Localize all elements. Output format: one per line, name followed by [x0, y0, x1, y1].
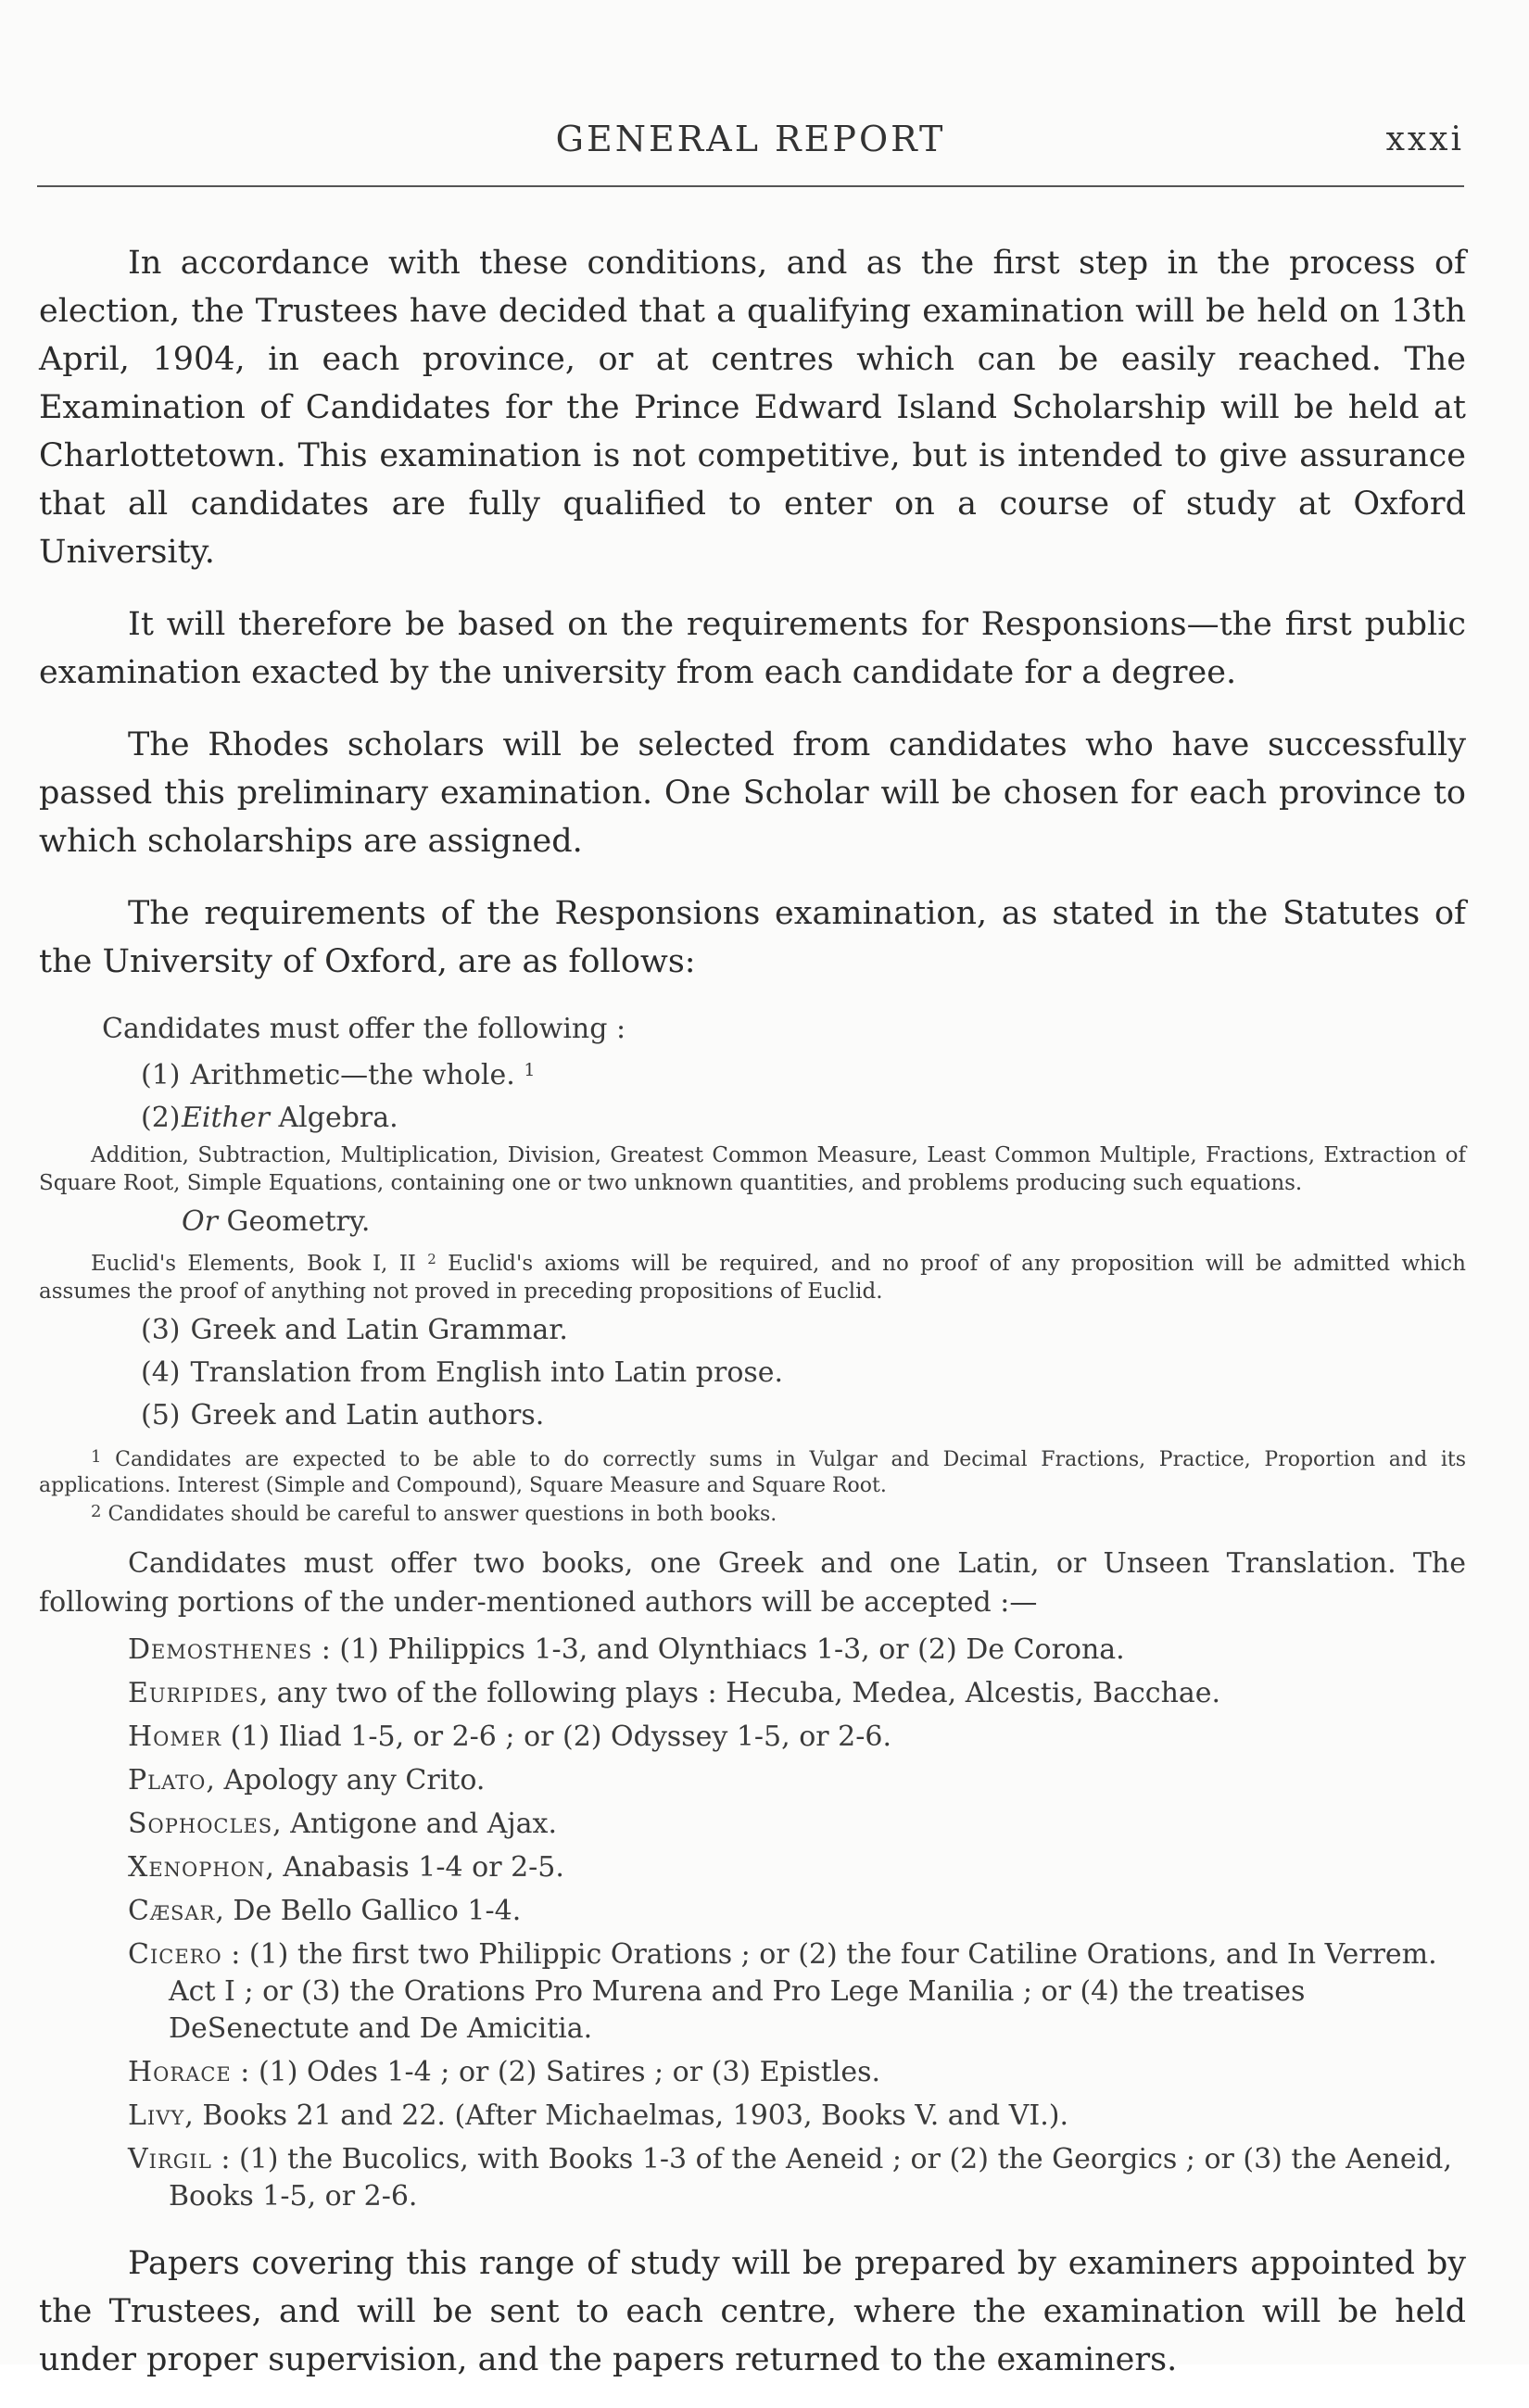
- requirement-number: (5): [141, 1399, 181, 1431]
- requirement-number: (1): [141, 1059, 181, 1091]
- requirement-item: [141, 1099, 1466, 1138]
- algebra-note: Addition, Subtraction, Multiplication, Division, Greatest Common Measure, Least Common Multiple, Fractions, Extraction of Square Root, Simple Equations, containing one or two unknown quantities, and problems producing such equations.: [39, 1143, 1466, 1195]
- requirement-number: (2): [141, 1102, 181, 1134]
- author-name: Livy: [128, 2099, 185, 2132]
- requirement-number: (3): [141, 1314, 181, 1346]
- geometry-note: [39, 1245, 1466, 1305]
- requirement-item: [141, 1354, 1466, 1393]
- author-works: : (1) Philippics 1-3, and Olynthiacs 1-3, or (2) De Corona.: [312, 1633, 1125, 1666]
- requirements-block: [39, 1010, 1466, 1435]
- author-name: Homer: [128, 1721, 222, 1753]
- page-body: [39, 239, 1466, 2408]
- author-name: Horace: [128, 2056, 232, 2088]
- footnote-mark: 1: [91, 1447, 102, 1467]
- author-works: (1) Iliad 1-5, or 2-6 ; or (2) Odyssey 1-5, or 2-6.: [221, 1721, 891, 1753]
- running-head: GENERAL REPORT: [555, 119, 946, 159]
- requirement-text: Algebra.: [269, 1102, 398, 1134]
- books-intro: Candidates must offer two books, one Greek and one Latin, or Unseen Translation. The following portions of the under-mentioned authors will be accepted :—: [39, 1547, 1466, 1619]
- author-works: , Books 21 and 22. (After Michaelmas, 1903, Books V. and VI.).: [184, 2099, 1069, 2132]
- footnote-text: Candidates should be careful to answer questions in both books.: [101, 1503, 777, 1526]
- author-entry: [39, 2098, 1466, 2135]
- author-entry: [39, 1936, 1466, 2048]
- footnote-1: [39, 1444, 1466, 1499]
- author-works: : (1) the Bucolics, with Books 1-3 of the Aeneid ; or (2) the Georgics ; or (3) the Aeneid, Books 1-5, or 2-6.: [169, 2143, 1452, 2213]
- paragraph-scholar-selection: The Rhodes scholars will be selected from candidates who have successfully passed this preliminary examination. One Scholar will be chosen for each province to which scholarships are assigned.: [39, 726, 1466, 860]
- author-entry: [39, 1719, 1466, 1756]
- paragraph-closing: Papers covering this range of study will be prepared by examiners appointed by the Trustees, and will be sent to each centre, where the examination will be held under proper supervision, and the papers returned to the examiners.: [39, 2245, 1466, 2378]
- author-works: , Apology any Crito.: [206, 1764, 486, 1797]
- author-works: , any two of the following plays : Hecuba, Medea, Alcestis, Bacchae.: [259, 1677, 1221, 1709]
- page-header: [37, 119, 1464, 174]
- author-entry: [39, 1762, 1466, 1799]
- requirements-intro: Candidates must offer the following :: [102, 1013, 626, 1045]
- header-rule: [37, 185, 1464, 187]
- page-number: xxxi: [1385, 120, 1464, 158]
- footnote-marker: 2: [427, 1251, 436, 1267]
- author-works: , Antigone and Ajax.: [272, 1808, 558, 1840]
- requirement-text: Geometry.: [217, 1205, 371, 1238]
- paragraph-conditions: In accordance with these conditions, and as the first step in the process of election, the Trustees have decided that a qualifying examination will be held on 13th April, 1904, in each province, or at centres which can be easily reached. The Examination of Candidates for the Prince Edward Island Scholarship will be held at Charlottetown. This examination is not competitive, but is intended to give assurance that all candidates are fully qualified to enter on a course of study at Oxford University.: [39, 245, 1466, 571]
- footnote-text: Candidates are expected to be able to do correctly sums in Vulgar and Decimal Fractions, Practice, Proportion and its applications. Interest (Simple and Compound), Square Measure and Square Root.: [39, 1448, 1466, 1497]
- author-name: Demosthenes: [128, 1633, 313, 1666]
- requirement-item: [141, 1203, 1466, 1242]
- author-name: Euripides: [128, 1677, 259, 1709]
- author-works: , Anabasis 1-4 or 2-5.: [265, 1851, 564, 1884]
- requirement-item: [141, 1396, 1466, 1435]
- requirement-italic-prefix: Either: [182, 1102, 270, 1134]
- author-entry: [39, 1806, 1466, 1843]
- footnote-marker: 1: [524, 1060, 536, 1080]
- paragraph-responsions-basis: It will therefore be based on the requirements for Responsions—the first public examination exacted by the university from each candidate for a degree.: [39, 606, 1466, 691]
- requirement-text: Arithmetic—the whole.: [190, 1059, 515, 1091]
- footnote-mark: 2: [91, 1502, 102, 1521]
- author-name: Sophocles: [128, 1808, 273, 1840]
- author-name: Xenophon: [128, 1851, 266, 1884]
- author-name: Cicero: [128, 1938, 222, 1971]
- footnotes: [39, 1444, 1466, 1528]
- author-entry: [39, 2141, 1466, 2215]
- requirement-text: Greek and Latin Grammar.: [190, 1314, 568, 1346]
- requirement-item: [141, 1051, 1466, 1095]
- author-works: : (1) Odes 1-4 ; or (2) Satires ; or (3) Epistles.: [231, 2056, 881, 2088]
- requirement-number: (4): [141, 1356, 181, 1389]
- author-entry: [39, 1893, 1466, 1930]
- author-entry: [39, 1849, 1466, 1886]
- geometry-note-text: Euclid's axioms will be required, and no proof of any proposition will be admitted which assumes the proof of anything not proved in preceding propositions of Euclid.: [39, 1252, 1466, 1304]
- requirement-text: Translation from English into Latin prose.: [190, 1356, 784, 1389]
- requirement-text: Greek and Latin authors.: [190, 1399, 545, 1431]
- author-works: : (1) the first two Philippic Orations ; or (2) the four Catiline Orations, and In Verrem. Act I ; or (3) the Orations Pro Murena and Pro Lege Manilia ; or (4) the treatises DeSenectute and De Amicitia.: [169, 1938, 1437, 2045]
- requirement-italic-prefix: Or: [182, 1205, 218, 1238]
- geometry-note-text: Euclid's Elements, Book I, II: [91, 1252, 416, 1276]
- author-name: Virgil: [128, 2143, 212, 2175]
- author-works: , De Bello Gallico 1-4.: [215, 1895, 522, 1927]
- author-entry: [39, 1632, 1466, 1669]
- author-name: Cæsar: [128, 1895, 216, 1927]
- author-entry: [39, 2054, 1466, 2091]
- author-entry: [39, 1675, 1466, 1712]
- footnote-2: [39, 1499, 1466, 1528]
- author-name: Plato: [128, 1764, 207, 1797]
- paragraph-requirements-intro: The requirements of the Responsions examination, as stated in the Statutes of the University of Oxford, are as follows:: [39, 895, 1466, 980]
- requirement-item: [141, 1311, 1466, 1350]
- author-list: [39, 1632, 1466, 2215]
